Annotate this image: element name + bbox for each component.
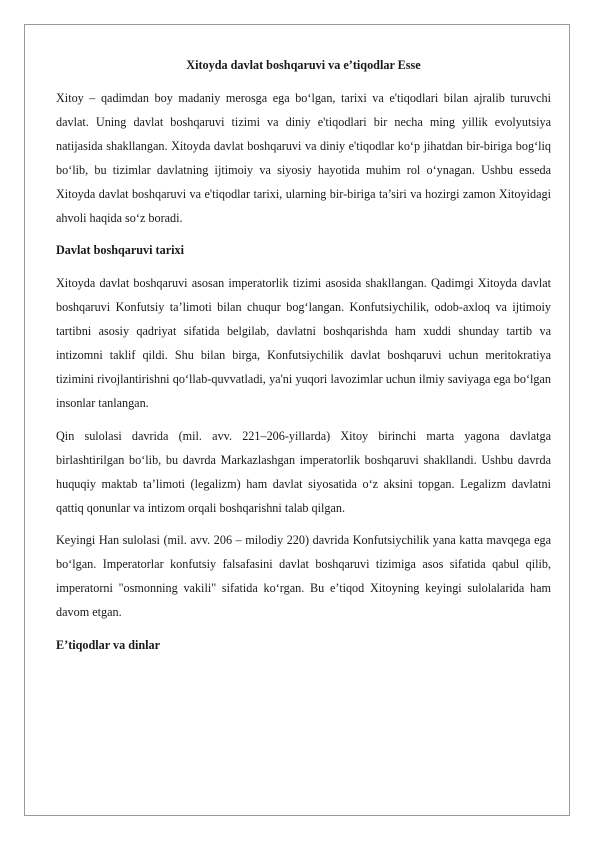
- document-title: Xitoyda davlat boshqaruvi va e’tiqodlar Esse: [186, 58, 421, 72]
- paragraph-qin-dynasty: Qin sulolasi davrida (mil. avv. 221–206-yillarda) Xitoy birinchi marta yagona davlatga birlashtirilgan bo‘lib, bu davrda Markazlashgan imperatorlik boshqaruvi shakllandi. Ushbu davrda huquqiy maktab ta’limoti (legalizm) ham davlat siyosatida o‘z aksini topgan. Legalizm davlatni qattiq qonunlar va intizom orqali boshqarishni talab qilgan.: [56, 428, 551, 515]
- section-heading-governance-history: Davlat boshqaruvi tarixi: [56, 243, 184, 258]
- document-body: [56, 57, 551, 667]
- section-heading-beliefs-religions: E’tiqodlar va dinlar: [56, 638, 161, 653]
- paragraph-confucianism: Xitoyda davlat boshqaruvi asosan imperatorlik tizimi asosida shakllangan. Qadimgi Xitoyda davlat boshqaruvi Konfutsiy ta’limoti bilan chuqur bog‘langan. Konfutsiychilik, odob-axloq va ijtimoiy tartibni asosiy qadriyat sifatida belgilab, davlatni boshqarishda ham xuddi shunday tartib va intizomni taklif qildi. Shu bilan birga, Konfutsiychilik davlat boshqaruvi uchun meritokratiya tizimini rivojlantirishni qo‘llab-quvvatladi, ya'ni yuqori lavozimlar uchun ilmiy saviyaga ega bo‘lgan insonlar tanlangan.: [56, 276, 551, 410]
- intro-paragraph: Xitoy – qadimdan boy madaniy merosga ega bo‘lgan, tarixi va e'tiqodlari bilan ajralib turuvchi davlat. Uning davlat boshqaruvi tizimi va diniy e'tiqodlari bir necha ming yillik evolyutsiya natijasida shakllangan. Xitoyda davlat boshqaruvi va diniy e'tiqodlar ko‘p jihatdan bir-biriga bog‘liq bo‘lib, bu tizimlar davlatning ijtimoiy va siyosiy hayotida muhim rol o‘ynagan. Ushbu esseda Xitoyda davlat boshqaruvi va e'tiqodlar tarixi, ularning bir-biriga ta’siri va hozirgi zamon Xitoyidagi ahvoli haqida so‘z boradi.: [56, 91, 551, 225]
- paragraph-han-dynasty: Keyingi Han sulolasi (mil. avv. 206 – milodiy 220) davrida Konfutsiychilik yana katta mavqega ega bo‘lgan. Imperatorlar konfutsiy falsafasini davlat boshqaruvi tizimiga asos sifatida qabul qilib, imperatorni "osmonning vakili" sifatida ko‘rgan. Bu e’tiqod Xitoyning keyingi sulolalarida ham davom etgan.: [56, 533, 551, 620]
